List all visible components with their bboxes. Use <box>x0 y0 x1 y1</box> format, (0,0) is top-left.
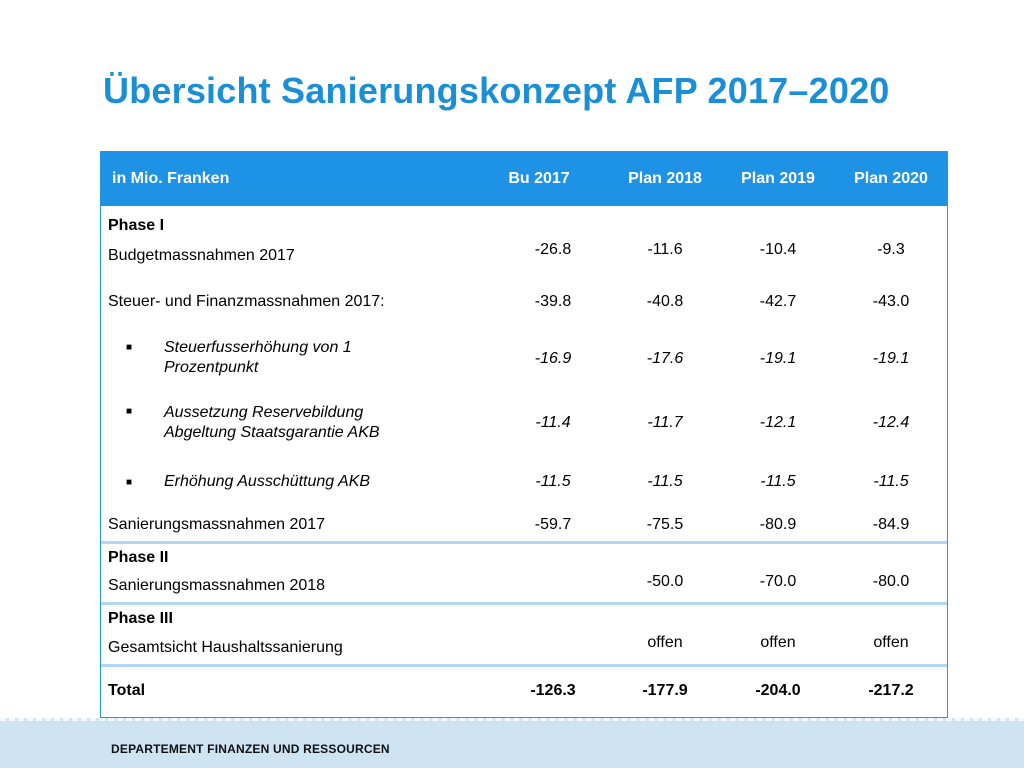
cell-value: -80.9 <box>759 516 797 533</box>
cell-value: -11.5 <box>535 473 571 490</box>
bullet-icon: ■ <box>126 406 133 417</box>
page-title: Übersicht Sanierungskonzept AFP 2017–2020 <box>103 70 890 111</box>
header-plan-2018: Plan 2018 <box>628 170 702 187</box>
row-label: Sanierungsmassnahmen 2018 <box>108 577 326 594</box>
cell-value: -70.0 <box>759 573 797 590</box>
cell-value: -12.4 <box>872 414 910 431</box>
row-label: Steuer- und Finanzmassnahmen 2017: <box>108 293 385 310</box>
cell-value: -9.3 <box>877 241 905 258</box>
cell-value: -26.8 <box>534 241 572 258</box>
cell-value: -59.7 <box>534 516 572 533</box>
row-divider <box>101 541 947 544</box>
footer-department: DEPARTEMENT FINANZEN UND RESSOURCEN <box>111 742 390 756</box>
total-label: Total <box>108 682 146 699</box>
header-unit: in Mio. Franken <box>112 170 230 187</box>
row-label-line: Aussetzung Reservebildung <box>164 404 364 421</box>
phase-3-label: Phase III <box>108 610 173 627</box>
header-bu-2017: Bu 2017 <box>508 170 570 187</box>
row-label-line: Prozentpunkt <box>164 359 259 376</box>
row-divider <box>101 602 947 605</box>
row-label <box>164 403 380 443</box>
cell-value: -11.6 <box>647 241 683 258</box>
cell-value: -17.6 <box>646 350 684 367</box>
cell-value: -11.5 <box>647 473 683 490</box>
phase-1-label: Phase I <box>108 217 165 234</box>
cell-value: -16.9 <box>534 350 572 367</box>
header-plan-2019: Plan 2019 <box>741 170 815 187</box>
cell-value: -126.3 <box>530 682 576 699</box>
cell-value: -11.4 <box>535 414 571 431</box>
footer-divider <box>0 718 1024 721</box>
row-label <box>164 338 352 378</box>
row-label-line: Steuerfusserhöhung von 1 <box>164 339 352 356</box>
finance-table <box>100 151 948 718</box>
cell-value: -40.8 <box>646 293 684 310</box>
cell-value: -43.0 <box>872 293 910 310</box>
cell-value: offen <box>647 634 683 651</box>
row-label: Gesamtsicht Haushaltssanierung <box>108 639 343 656</box>
cell-value: offen <box>760 634 796 651</box>
cell-value: -75.5 <box>646 516 684 533</box>
row-label: Sanierungsmassnahmen 2017 <box>108 516 326 533</box>
phase-2-label: Phase II <box>108 549 169 566</box>
cell-value: -42.7 <box>759 293 797 310</box>
cell-value: -19.1 <box>872 350 910 367</box>
row-divider <box>101 664 947 667</box>
cell-value: -11.7 <box>647 414 683 431</box>
cell-value: -217.2 <box>868 682 914 699</box>
cell-value: -19.1 <box>759 350 797 367</box>
row-label: Budgetmassnahmen 2017 <box>108 247 295 264</box>
bullet-icon: ■ <box>126 477 133 488</box>
cell-value: -80.0 <box>872 573 910 590</box>
cell-value: -204.0 <box>755 682 801 699</box>
cell-value: -177.9 <box>642 682 688 699</box>
cell-value: -10.4 <box>759 241 797 258</box>
table-header <box>101 152 947 206</box>
header-plan-2020: Plan 2020 <box>854 170 928 187</box>
bullet-icon: ■ <box>126 342 133 353</box>
row-label-line: Abgeltung Staatsgarantie AKB <box>164 424 380 441</box>
cell-value: offen <box>873 634 909 651</box>
cell-value: -11.5 <box>760 473 796 490</box>
cell-value: -39.8 <box>534 293 572 310</box>
cell-value: -84.9 <box>872 516 910 533</box>
row-label: Erhöhung Ausschüttung AKB <box>164 473 371 490</box>
cell-value: -12.1 <box>759 414 797 431</box>
cell-value: -11.5 <box>873 473 909 490</box>
cell-value: -50.0 <box>646 573 684 590</box>
